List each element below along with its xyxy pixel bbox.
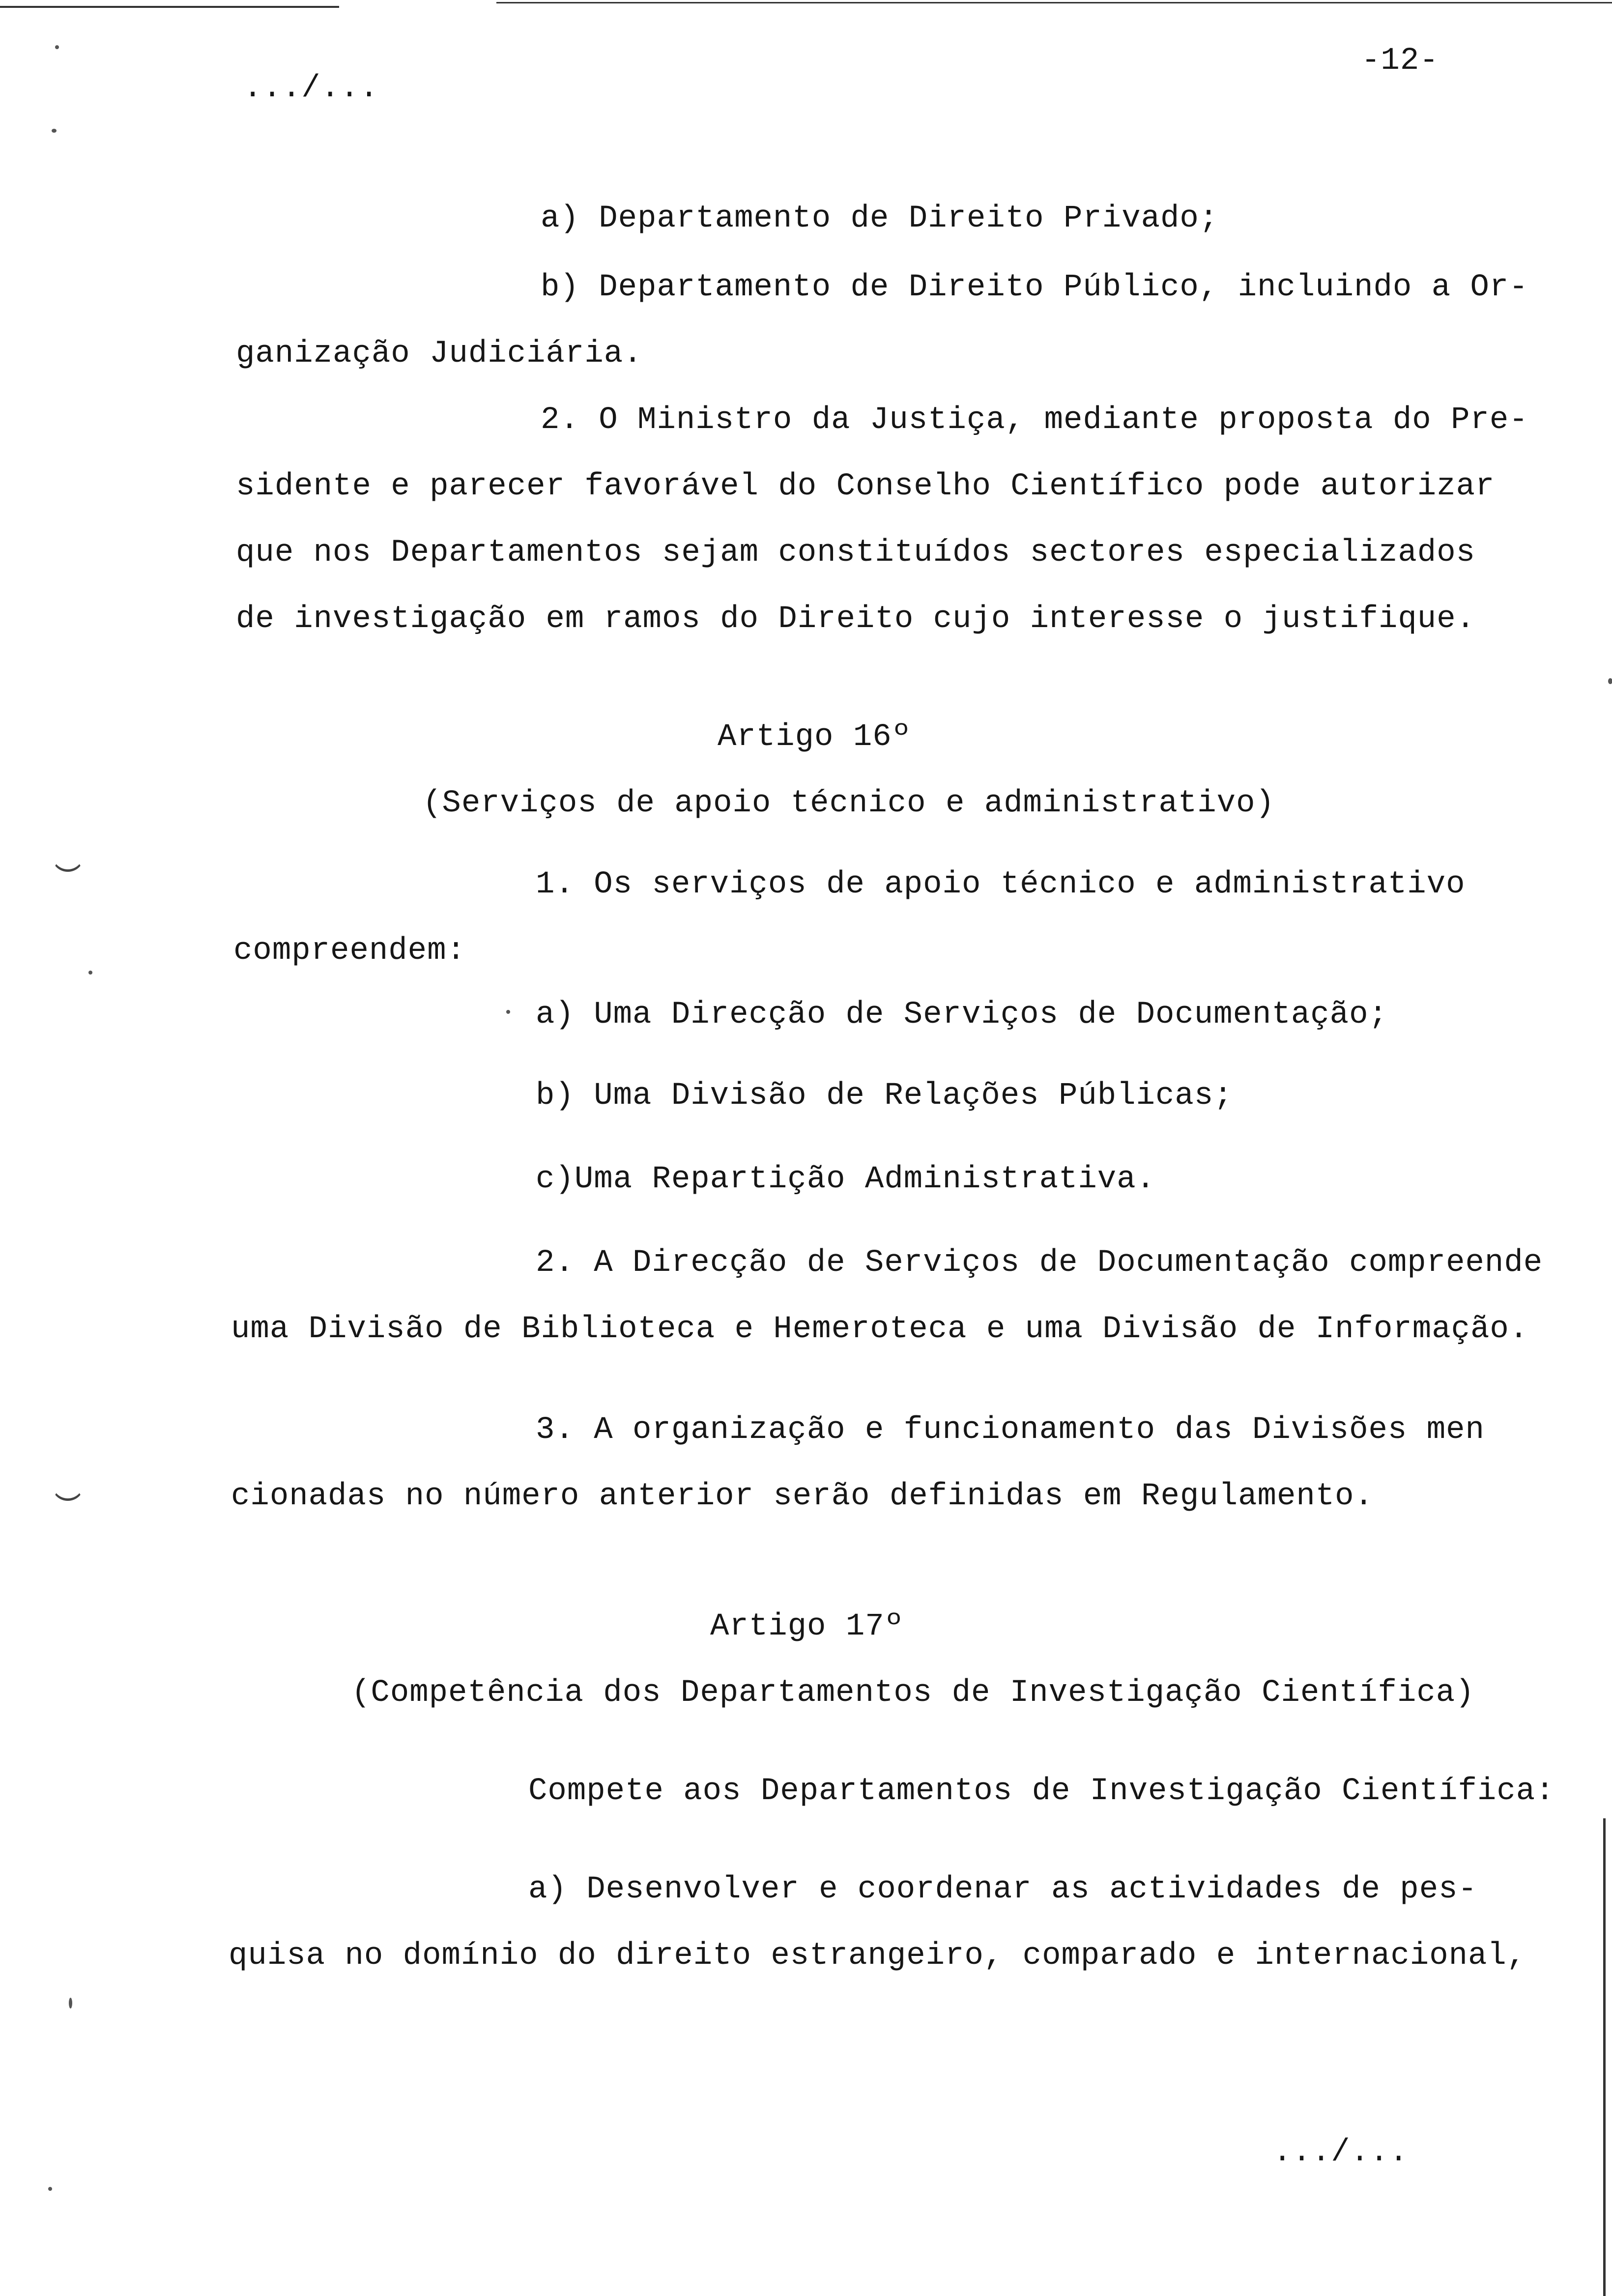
article-16-title: Artigo 16º [718, 719, 912, 755]
top-rule-right [496, 2, 1612, 3]
continuation-marker-top: .../... [243, 71, 379, 106]
art17-intro: Compete aos Departamentos de Investigação Científica: [528, 1774, 1555, 1809]
article-17-title: Artigo 17º [710, 1609, 904, 1644]
art16-paragraph-1-line-1: 1. Os serviços de apoio técnico e administrativo [536, 867, 1466, 902]
paragraph-2-line-1: 2. O Ministro da Justiça, mediante proposta do Pre- [541, 402, 1528, 438]
scan-speck [52, 129, 57, 133]
scan-speck [48, 2187, 52, 2191]
page-number: -12- [1361, 43, 1439, 79]
art16-item-b: b) Uma Divisão de Relações Públicas; [536, 1078, 1233, 1114]
scan-speck [1608, 678, 1612, 684]
art16-paragraph-3-line-1: 3. A organização e funcionamento das Divisões men [536, 1412, 1485, 1448]
top-rule-left [0, 6, 339, 8]
art16-paragraph-1-line-2: compreendem: [233, 933, 466, 969]
art17-item-a-line-2: quisa no domínio do direito estrangeiro, comparado e internacional, [229, 1938, 1526, 1974]
scan-speck [88, 971, 92, 975]
art16-paragraph-3-line-2: cionadas no número anterior serão definidas em Regulamento. [231, 1479, 1374, 1514]
scan-speck [69, 1998, 72, 2009]
item-b-continuation: ganização Judiciária. [236, 336, 643, 372]
art16-paragraph-2-line-2: uma Divisão de Biblioteca e Hemeroteca e uma Divisão de Informação. [231, 1312, 1529, 1347]
art16-item-c: c)Uma Repartição Administrativa. [536, 1162, 1155, 1197]
paragraph-2-line-2: sidente e parecer favorável do Conselho Científico pode autorizar [236, 469, 1495, 504]
margin-hole-mark [52, 853, 84, 872]
paragraph-2-line-4: de investigação em ramos do Direito cujo interesse o justifique. [236, 602, 1475, 637]
art16-item-a: a) Uma Direcção de Serviços de Documentação; [536, 997, 1388, 1033]
scan-speck [55, 45, 59, 49]
item-b-direito-publico: b) Departamento de Direito Público, incluindo a Or- [541, 270, 1528, 305]
art16-paragraph-2-line-1: 2. A Direcção de Serviços de Documentação compreende [536, 1245, 1543, 1281]
right-edge-line [1603, 1818, 1606, 2296]
scan-speck [506, 1010, 510, 1014]
item-a-direito-privado: a) Departamento de Direito Privado; [541, 201, 1219, 236]
article-17-subtitle: (Competência dos Departamentos de Investigação Científica) [351, 1675, 1475, 1711]
continuation-marker-bottom: .../... [1273, 2135, 1409, 2170]
article-16-subtitle: (Serviços de apoio técnico e administrativo) [423, 786, 1275, 821]
art17-item-a-line-1: a) Desenvolver e coordenar as actividades de pes- [528, 1872, 1477, 1907]
paragraph-2-line-3: que nos Departamentos sejam constituídos sectores especializados [236, 535, 1475, 571]
margin-hole-mark [52, 1482, 84, 1501]
